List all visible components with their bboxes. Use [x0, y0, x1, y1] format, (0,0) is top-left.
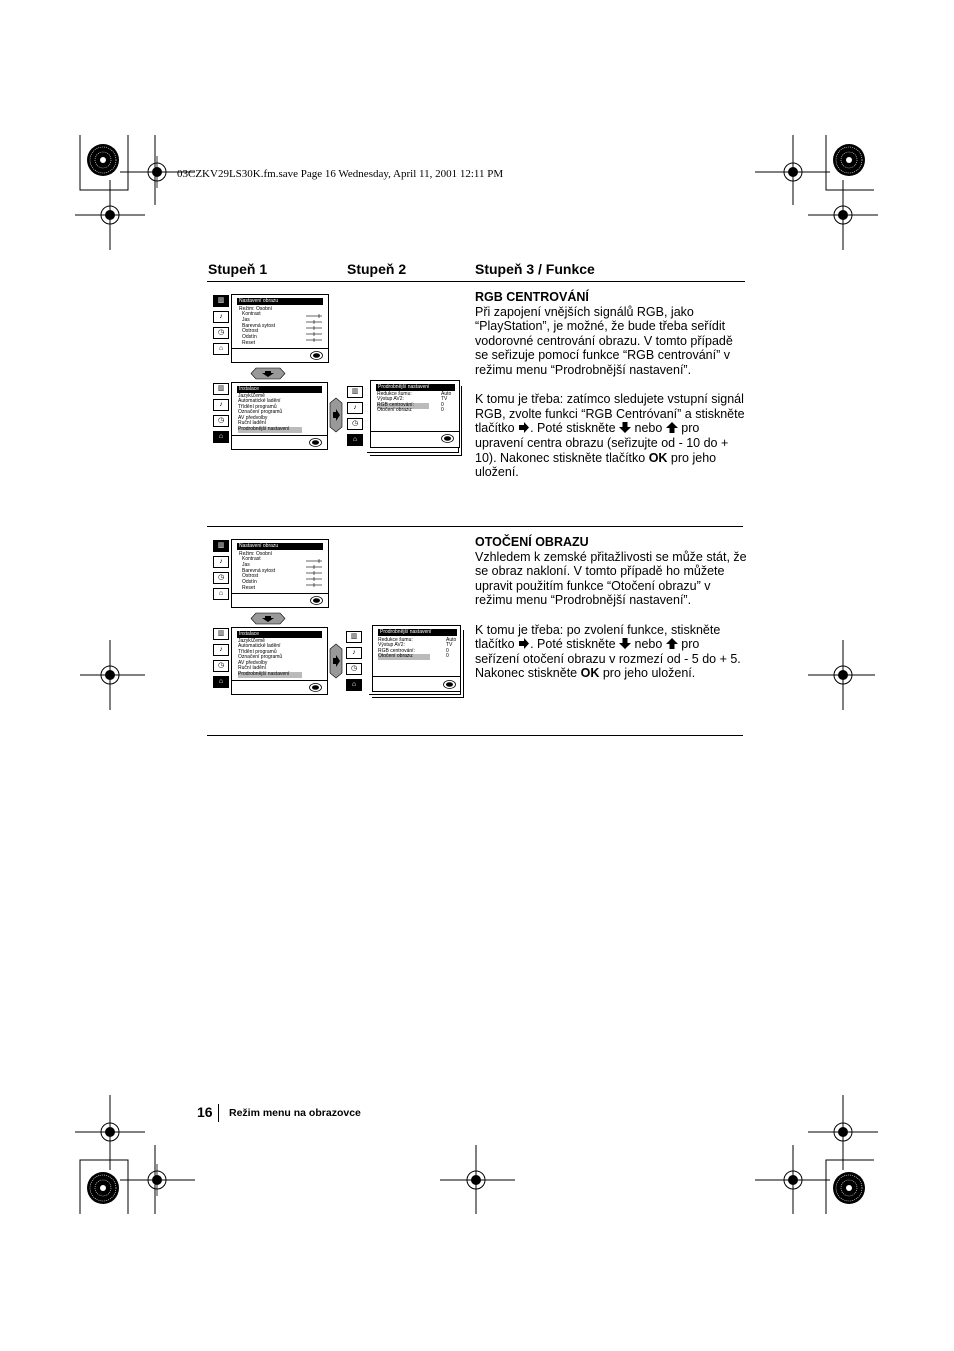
rotation-step-text-c: nebo [631, 637, 666, 652]
picture-menu-screen [231, 539, 329, 608]
arrow-up-icon [666, 638, 678, 649]
picture-icon: ▥ [347, 386, 363, 398]
timer-icon: ◷ [213, 415, 229, 427]
menu-item: Výstup AV2: [377, 396, 404, 402]
rotation-title: OTOČENÍ OBRAZU [475, 535, 589, 549]
menu-item: Ruční ladění [238, 665, 267, 671]
menu-item-selected: Otočení obrazu: [378, 654, 430, 660]
picture-menu-screen [231, 294, 329, 363]
menu-value: 0 [446, 648, 449, 654]
menu-item: Režim: Osobní [239, 306, 273, 312]
ok-button-icon [443, 680, 456, 689]
ok-label: OK [580, 666, 600, 681]
menu-item: Ostrost [242, 328, 259, 334]
menu-item-selected: Prodrobnější nastavení [238, 427, 302, 433]
menu-item: Jas [242, 317, 250, 323]
menu-value: 0 [441, 407, 444, 413]
setup-icon: ⌂ [213, 343, 229, 355]
rgb-step-text-d: pro upravení centra obrazu (seřizujte od - 10 do + 10). Nakonec stiskněte tlačítko [475, 421, 729, 465]
picture-icon: ▥ [213, 628, 229, 640]
ok-button-icon [309, 683, 322, 692]
picture-icon: ▥ [213, 383, 229, 395]
menu-item: Barevná sytost [242, 568, 276, 574]
footer-divider [218, 1104, 219, 1122]
rotation-step-text-b: . Poté stiskněte [530, 637, 620, 652]
rgb-section-text [475, 290, 747, 480]
menu-item: Automatické ladění [238, 398, 281, 404]
timer-icon: ◷ [213, 572, 229, 584]
rotation-step-text-d: pro seřízení otočení obrazu v rozmezí od - 5 do + 5. Nakonec stiskněte [475, 637, 741, 681]
menu-value: 0 [441, 402, 444, 408]
menu-title: Prodrobnější nastavení [378, 629, 457, 636]
rotation-step-text-a: K tomu je třeba: po zvolení funkce, stiskněte tlačítko [475, 622, 721, 652]
section-divider [207, 526, 743, 527]
menu-value: Auto [441, 391, 452, 397]
menu-icon-column [213, 540, 229, 604]
page-number: 16 [197, 1104, 213, 1120]
header-rule [207, 281, 745, 282]
menu-item: Třídění programů [238, 404, 277, 410]
slider-marks [304, 313, 324, 345]
menu-title: Nastavení obrazu [237, 298, 323, 305]
setup-icon: ⌂ [213, 431, 229, 443]
menu-item: Reset [242, 585, 256, 591]
ok-label: OK [648, 450, 668, 465]
ok-button-icon [309, 438, 322, 447]
down-key-icon [250, 612, 286, 625]
arrow-right-icon [518, 422, 530, 433]
menu-value: Auto [446, 637, 457, 643]
setup-icon: ⌂ [213, 588, 229, 600]
menu-icon-column [213, 295, 229, 359]
sound-icon: ♪ [346, 647, 362, 659]
menu-item: Výstup AV2: [378, 642, 405, 648]
picture-icon: ▥ [213, 295, 229, 307]
timer-icon: ◷ [346, 663, 362, 675]
menu-item: Reset [242, 340, 256, 346]
ok-button-icon [310, 596, 323, 605]
timer-icon: ◷ [213, 660, 229, 672]
menu-title: Instalace [237, 386, 322, 393]
menu-icon-column [213, 383, 229, 447]
rgb-intro: Při zapojení vnějších signálů RGB, jako “PlayStation”, je možné, že bude třeba seřídit vodorovné centrování obrazu. V tomto případě se seřizuje pomocí funkce “RGB centrování” v režimu menu “Prodrobnější nastavení”. [475, 304, 733, 377]
menu-item: AV předvolby [238, 660, 268, 666]
menu-title: Instalace [237, 631, 322, 638]
menu-item: Redukce šumu: [377, 391, 412, 397]
menu-item: Třídění programů [238, 649, 277, 655]
sound-icon: ♪ [347, 402, 363, 414]
menu-icon-column [213, 628, 229, 692]
menu-item: Ostrost [242, 573, 259, 579]
picture-icon: ▥ [213, 540, 229, 552]
menu-item: Označení programů [238, 654, 283, 660]
menu-item: AV předvolby [238, 415, 268, 421]
menu-title: Nastavení obrazu [237, 543, 323, 550]
sound-icon: ♪ [213, 644, 229, 656]
ok-button-icon [310, 351, 323, 360]
rotation-step-text-e: pro jeho uložení. [599, 666, 696, 681]
rotation-section-text [475, 535, 747, 681]
detail-menu-screen [372, 625, 461, 692]
menu-item: Redukce šumu: [378, 637, 413, 643]
menu-item: Otočení obrazu: [377, 407, 413, 413]
slider-marks [304, 558, 324, 590]
menu-value: 0 [446, 653, 449, 659]
timer-icon: ◷ [213, 327, 229, 339]
menu-item-selected: Prodrobnější nastavení [238, 672, 302, 678]
menu-item: Ruční ladění [238, 420, 267, 426]
rgb-title: RGB CENTROVÁNÍ [475, 290, 589, 304]
install-menu-screen [231, 382, 328, 450]
rgb-step-text-e: pro jeho uložení. [475, 450, 717, 480]
right-key-icon [329, 397, 343, 433]
right-key-icon [329, 643, 343, 679]
section-name: Režim menu na obrazovce [229, 1107, 361, 1119]
menu-icon-column [347, 386, 363, 450]
rgb-step-text-a: K tomu je třeba: zatímco sledujete vstupní signál RGB, zvolte funkci “RGB Centróvaní” a stiskněte tlačítko [475, 392, 745, 436]
menu-item: Označení programů [238, 409, 283, 415]
install-menu-screen [231, 627, 328, 695]
rgb-step-text-c: nebo [631, 421, 666, 436]
menu-item-selected: RGB centrování: [377, 403, 429, 409]
menu-item: Jazyk/Země [238, 393, 265, 399]
menu-title: Prodrobnější nastavení [376, 384, 455, 391]
sound-icon: ♪ [213, 399, 229, 411]
sound-icon: ♪ [213, 556, 229, 568]
timer-icon: ◷ [347, 418, 363, 430]
menu-item: Kontrast [242, 311, 261, 317]
arrow-down-icon [619, 422, 631, 433]
menu-value: TV [441, 396, 448, 402]
bottom-rule [207, 735, 743, 736]
step1-heading: Stupeň 1 [208, 261, 268, 277]
menu-icon-column [346, 631, 362, 695]
sound-icon: ♪ [213, 311, 229, 323]
setup-icon: ⌂ [346, 679, 362, 691]
detail-menu-screen [370, 380, 460, 448]
setup-icon: ⌂ [347, 434, 363, 446]
menu-item: Automatické ladění [238, 643, 281, 649]
down-key-icon [250, 367, 286, 380]
setup-icon: ⌂ [213, 676, 229, 688]
step3-heading: Stupeň 3 / Funkce [475, 261, 595, 277]
menu-item: Odstín [242, 579, 257, 585]
menu-item: Barevná sytost [242, 323, 276, 329]
menu-item: Jazyk/Země [238, 638, 265, 644]
rotation-intro: Vzhledem k zemské přitažlivosti se může stát, že se obraz nakloní. V tomto případě ho můžete upravit použitím funkce “Otočení obrazu” v režimu menu “Prodrobnější nastavení”. [475, 549, 747, 608]
menu-item: Odstín [242, 334, 257, 340]
picture-icon: ▥ [346, 631, 362, 643]
menu-item: RGB centrování: [378, 648, 415, 654]
rgb-step-text-b: . Poté stiskněte [530, 421, 620, 436]
arrow-up-icon [666, 422, 678, 433]
ok-button-icon [441, 434, 454, 443]
arrow-right-icon [518, 638, 530, 649]
menu-value: TV [446, 642, 453, 648]
menu-item: Kontrast [242, 556, 261, 562]
menu-item: Jas [242, 562, 250, 568]
step2-heading: Stupeň 2 [347, 261, 407, 277]
arrow-down-icon [619, 638, 631, 649]
menu-item: Režim: Osobní [239, 551, 273, 557]
file-header: 03CZKV29LS30K.fm.save Page 16 Wednesday, April 11, 2001 12:11 PM [177, 168, 504, 180]
